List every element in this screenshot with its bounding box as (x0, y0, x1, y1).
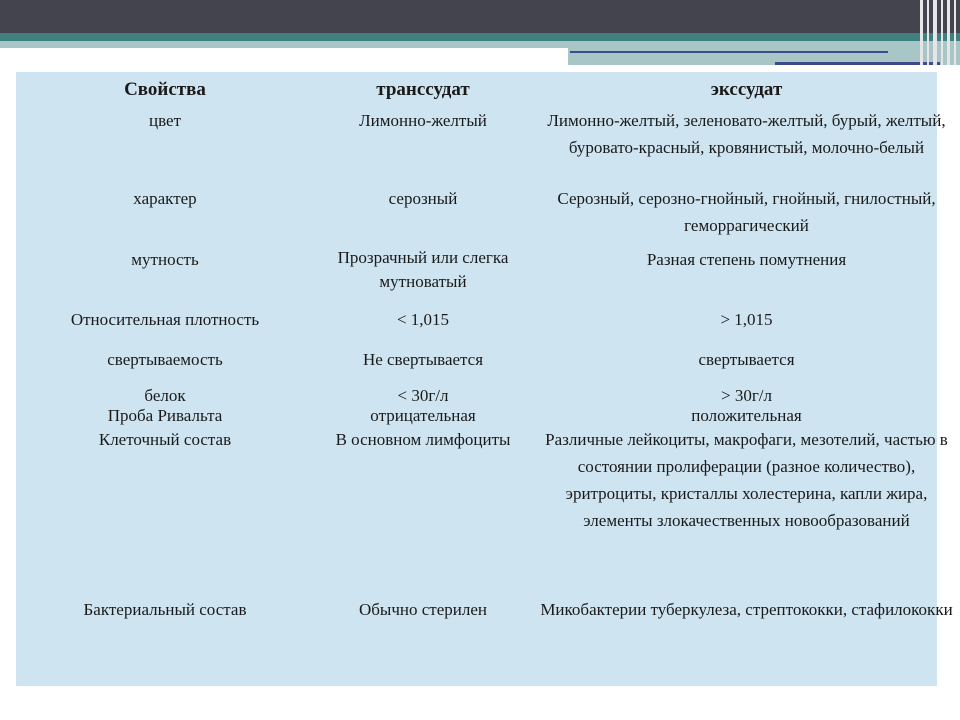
cell-exudate: > 30г/л (720, 386, 773, 405)
slide-accent-band-light (0, 41, 568, 48)
cell-exudate: положительная (691, 406, 802, 425)
cell-exudate: Серозный, серозно-гнойный, гнойный, гнилостный, геморрагический (557, 189, 936, 235)
cell-property: мутность (131, 250, 199, 269)
table-row (16, 386, 960, 406)
cell-transudate: Прозрачный или слегка мутноватый (337, 248, 509, 291)
cell-transudate: < 1,015 (396, 310, 450, 329)
slide-accent-band (0, 33, 960, 41)
cell-transudate: серозный (388, 189, 458, 208)
table-row (16, 426, 960, 596)
cell-property: Относительная плотность (70, 310, 260, 329)
cell-property: цвет (149, 111, 181, 130)
table-header-row (16, 72, 960, 107)
cell-exudate: Различные лейкоциты, макрофаги, мезотелий, частью в состоянии пролиферации (разное количество), эритроциты, кристаллы холестерина, капли жира, элементы злокачественных новообразований (545, 430, 948, 530)
slide-decor-line (570, 51, 888, 53)
cell-property: Проба Ривальта (107, 406, 223, 425)
cell-property: Клеточный состав (98, 430, 232, 449)
cell-property: свертываемость (107, 350, 223, 369)
cell-exudate: > 1,015 (720, 310, 773, 329)
table-row (16, 107, 960, 185)
header-transudate: транссудат (376, 79, 470, 100)
cell-exudate: Разная степень помутнения (646, 250, 847, 269)
cell-property: белок (144, 386, 186, 405)
cell-transudate: В основном лимфоциты (335, 430, 511, 449)
table-row (16, 306, 960, 346)
table-row (16, 596, 960, 623)
cell-exudate: свертывается (698, 350, 795, 369)
cell-transudate: Лимонно-желтый (359, 111, 487, 130)
cell-transudate: Обычно стерилен (359, 600, 487, 619)
slide-decor-stripes (918, 0, 960, 65)
table-row (16, 246, 960, 306)
table-row (16, 185, 960, 246)
cell-exudate: Микобактерии туберкулеза, стрептококки, стафилококки (540, 600, 953, 619)
cell-transudate: Не свертывается (362, 350, 484, 369)
header-properties: Свойства (124, 79, 206, 100)
cell-transudate: отрицательная (370, 406, 476, 425)
cell-property: характер (133, 189, 197, 208)
cell-transudate: < 30г/л (397, 386, 449, 405)
comparison-table (16, 72, 960, 623)
cell-property: Бактериальный состав (83, 600, 247, 619)
table-row (16, 406, 960, 426)
slide-top-bar (0, 0, 960, 33)
comparison-table-panel (16, 72, 953, 686)
slide-decor-line-short (775, 62, 940, 65)
header-exudate: экссудат (710, 79, 783, 100)
cell-exudate: Лимонно-желтый, зеленовато-желтый, бурый, желтый, буровато-красный, кровянистый, молочно-белый (547, 111, 946, 157)
table-row (16, 346, 960, 386)
